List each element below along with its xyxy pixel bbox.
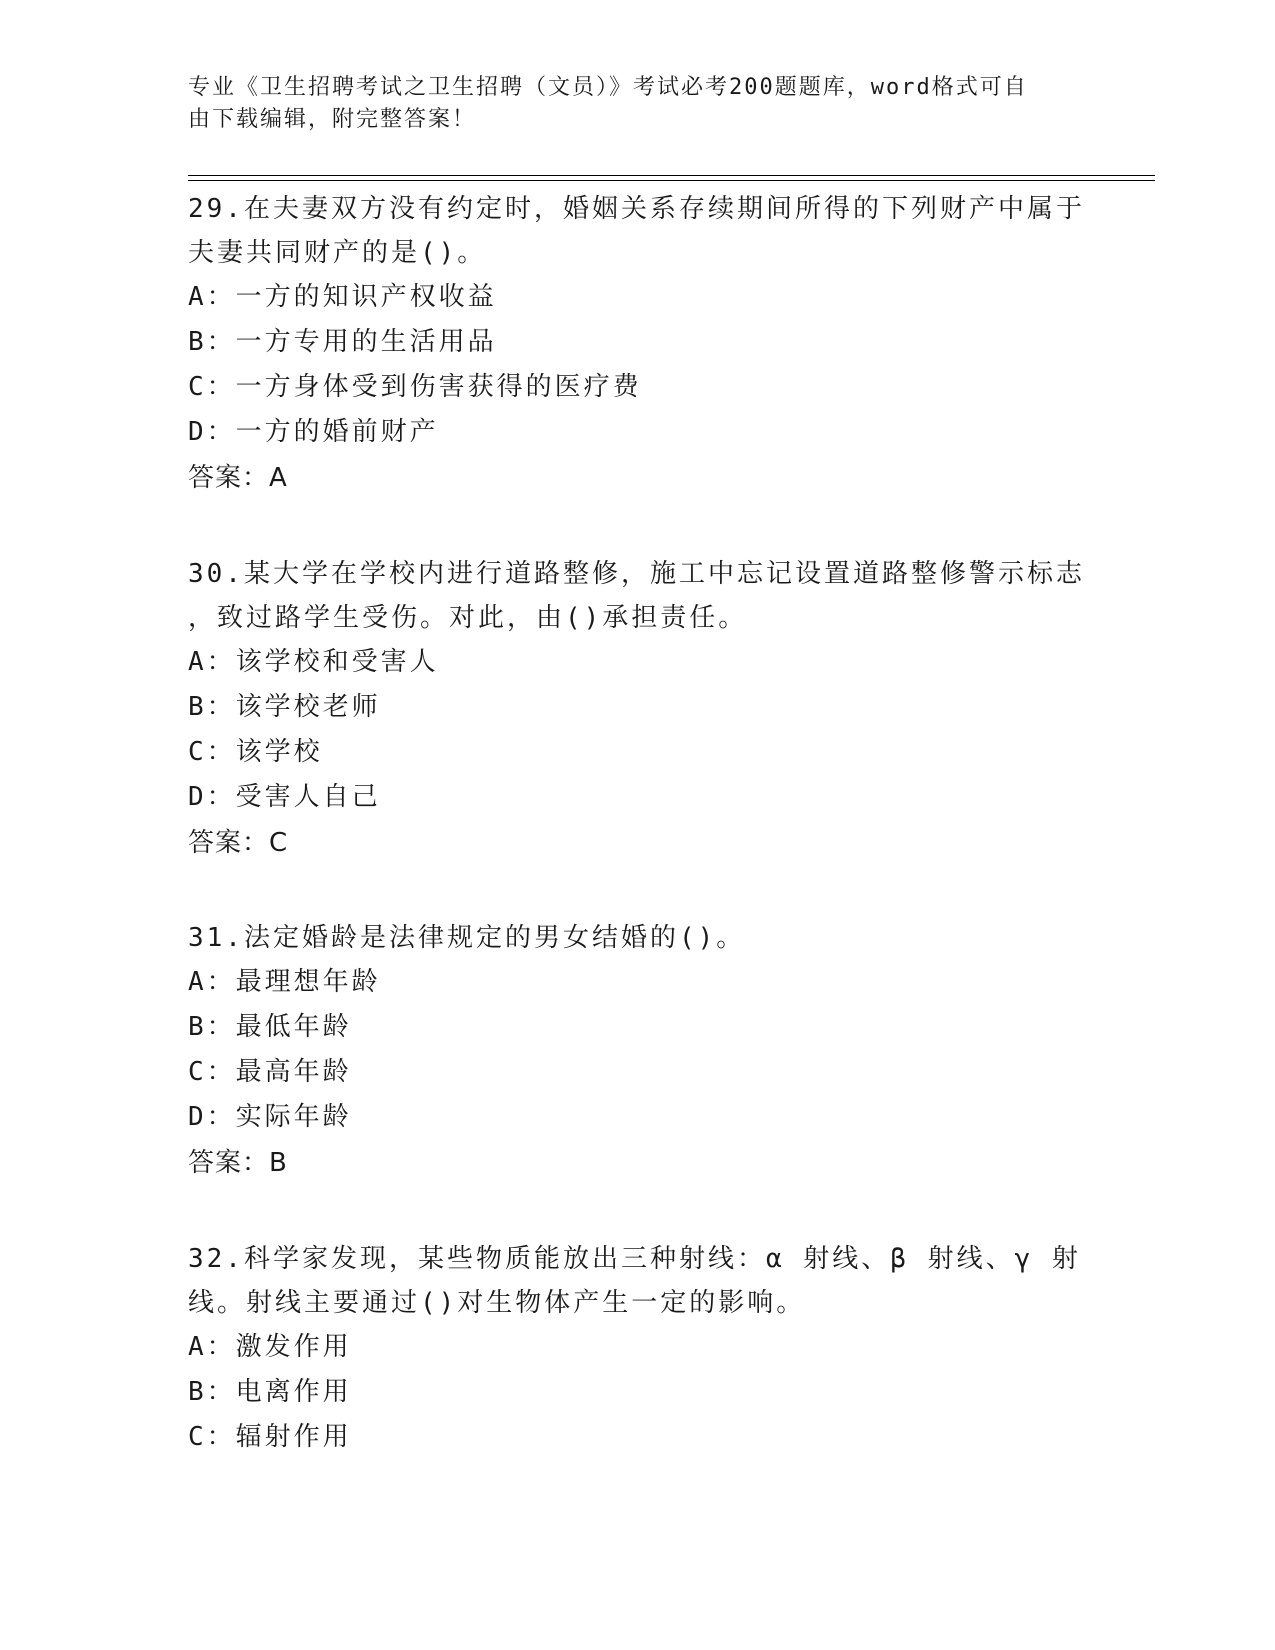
question-30 [188,552,1088,866]
question-stem-line: ，致过路学生受伤。对此，由()承担责任。 [188,603,748,633]
option-b: B：电离作用 [188,1377,352,1407]
option-a: A：一方的知识产权收益 [188,282,497,312]
option-b: B：该学校老师 [188,692,381,722]
question-stem-line: 31.法定婚龄是法律规定的男女结婚的()。 [188,923,746,953]
option-c: C：一方身体受到伤害获得的医疗费 [188,372,642,402]
question-29 [188,187,1088,501]
option-d: D：实际年龄 [188,1102,352,1132]
question-stem-line: 32.科学家发现，某些物质能放出三种射线：α 射线、β 射线、γ 射 [188,1244,1081,1274]
document-header [188,72,1068,136]
header-line-1: 专业《卫生招聘考试之卫生招聘（文员）》考试必考200题题库，word格式可自 [188,75,1028,100]
option-d: D：一方的婚前财产 [188,417,439,447]
header-divider-bottom [188,180,1155,181]
question-stem-line: 30.某大学在学校内进行道路整修，施工中忘记设置道路整修警示标志 [188,559,1085,589]
option-a: A：激发作用 [188,1332,352,1362]
option-a: A：该学校和受害人 [188,647,439,677]
option-c: C：该学校 [188,737,323,767]
header-line-2: 由下载编辑，附完整答案！ [188,107,477,132]
question-stem-line: 夫妻共同财产的是()。 [188,238,487,268]
option-b: B：一方专用的生活用品 [188,327,497,357]
option-a: A：最理想年龄 [188,967,381,997]
option-c: C：最高年龄 [188,1057,352,1087]
answer-line: 答案：C [188,828,289,858]
option-c: C：辐射作用 [188,1422,352,1452]
answer-line: 答案：A [188,463,288,493]
question-stem-line: 29.在夫妻双方没有约定时，婚姻关系存续期间所得的下列财产中属于 [188,194,1085,224]
question-stem-line: 线。射线主要通过()对生物体产生一定的影响。 [188,1288,806,1318]
answer-line: 答案：B [188,1148,288,1178]
question-31 [188,916,1088,1186]
option-d: D：受害人自己 [188,782,381,812]
header-divider-top [188,175,1155,176]
option-b: B：最低年龄 [188,1012,352,1042]
question-32 [188,1237,1088,1460]
